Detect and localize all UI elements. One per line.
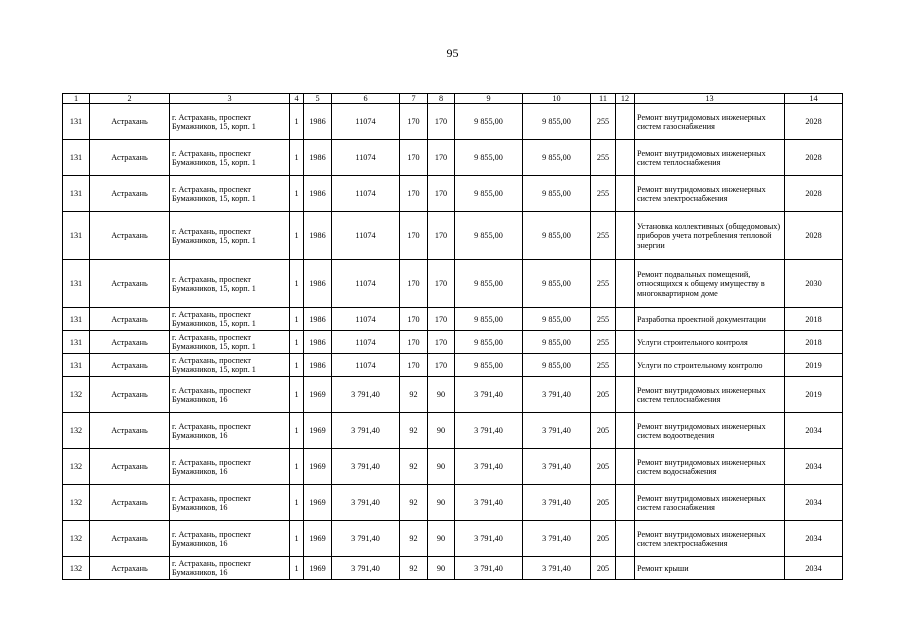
col7-cell: 170 [400, 176, 428, 212]
col12-cell [616, 176, 635, 212]
city-cell: Астрахань [90, 449, 170, 485]
address-cell: г. Астрахань, проспект Бумажников, 15, корп. 1 [170, 212, 290, 260]
col7-cell: 170 [400, 104, 428, 140]
build-year-cell: 1969 [304, 521, 332, 557]
col12-cell [616, 331, 635, 354]
col12-cell [616, 104, 635, 140]
city-cell: Астрахань [90, 260, 170, 308]
col10-cell: 9 855,00 [523, 176, 591, 212]
city-cell: Астрахань [90, 354, 170, 377]
col8-cell: 90 [428, 377, 455, 413]
column-header: 5 [304, 94, 332, 104]
col11-cell: 255 [591, 140, 616, 176]
work-type-cell: Ремонт внутридомовых инженерных систем теплоснабжения [635, 377, 785, 413]
city-cell: Астрахань [90, 331, 170, 354]
col10-cell: 3 791,40 [523, 413, 591, 449]
col8-cell: 90 [428, 521, 455, 557]
table-row [63, 140, 843, 176]
col8-cell: 90 [428, 557, 455, 580]
address-cell: г. Астрахань, проспект Бумажников, 15, корп. 1 [170, 354, 290, 377]
table-row [63, 413, 843, 449]
table-row [63, 521, 843, 557]
col11-cell: 255 [591, 260, 616, 308]
col12-cell [616, 140, 635, 176]
column-header: 3 [170, 94, 290, 104]
plan-year-cell: 2019 [785, 354, 843, 377]
row-number-cell: 132 [63, 413, 90, 449]
col11-cell: 255 [591, 212, 616, 260]
plan-year-cell: 2030 [785, 260, 843, 308]
sections-cell: 1 [290, 413, 304, 449]
work-type-cell: Ремонт внутридомовых инженерных систем газоснабжения [635, 104, 785, 140]
area-cell: 11074 [332, 260, 400, 308]
plan-year-cell: 2018 [785, 308, 843, 331]
column-header: 9 [455, 94, 523, 104]
col11-cell: 255 [591, 308, 616, 331]
col12-cell [616, 212, 635, 260]
work-type-cell: Ремонт внутридомовых инженерных систем электроснабжения [635, 176, 785, 212]
table-row [63, 308, 843, 331]
col11-cell: 255 [591, 331, 616, 354]
col9-cell: 9 855,00 [455, 354, 523, 377]
sections-cell: 1 [290, 557, 304, 580]
col11-cell: 205 [591, 557, 616, 580]
col9-cell: 3 791,40 [455, 521, 523, 557]
col7-cell: 170 [400, 354, 428, 377]
col7-cell: 170 [400, 212, 428, 260]
plan-year-cell: 2028 [785, 176, 843, 212]
row-number-cell: 132 [63, 485, 90, 521]
table-row [63, 377, 843, 413]
col8-cell: 170 [428, 212, 455, 260]
col7-cell: 170 [400, 140, 428, 176]
table-row [63, 449, 843, 485]
work-type-cell: Ремонт внутридомовых инженерных систем теплоснабжения [635, 140, 785, 176]
plan-year-cell: 2028 [785, 140, 843, 176]
page-number: 95 [446, 46, 459, 60]
col10-cell: 9 855,00 [523, 308, 591, 331]
work-type-cell: Разработка проектной документации [635, 308, 785, 331]
plan-year-cell: 2018 [785, 331, 843, 354]
city-cell: Астрахань [90, 104, 170, 140]
col9-cell: 3 791,40 [455, 557, 523, 580]
col7-cell: 92 [400, 485, 428, 521]
col10-cell: 9 855,00 [523, 354, 591, 377]
col11-cell: 205 [591, 521, 616, 557]
col9-cell: 9 855,00 [455, 104, 523, 140]
sections-cell: 1 [290, 176, 304, 212]
repair-program-table [62, 93, 843, 580]
build-year-cell: 1986 [304, 212, 332, 260]
plan-year-cell: 2028 [785, 212, 843, 260]
col8-cell: 170 [428, 331, 455, 354]
area-cell: 11074 [332, 308, 400, 331]
col12-cell [616, 260, 635, 308]
city-cell: Астрахань [90, 557, 170, 580]
column-header: 13 [635, 94, 785, 104]
table-row [63, 331, 843, 354]
col9-cell: 9 855,00 [455, 331, 523, 354]
col12-cell [616, 485, 635, 521]
column-header: 6 [332, 94, 400, 104]
sections-cell: 1 [290, 140, 304, 176]
col11-cell: 205 [591, 485, 616, 521]
plan-year-cell: 2034 [785, 413, 843, 449]
col10-cell: 3 791,40 [523, 377, 591, 413]
build-year-cell: 1969 [304, 485, 332, 521]
work-type-cell: Ремонт крыши [635, 557, 785, 580]
column-header: 4 [290, 94, 304, 104]
build-year-cell: 1986 [304, 176, 332, 212]
col12-cell [616, 308, 635, 331]
address-cell: г. Астрахань, проспект Бумажников, 16 [170, 521, 290, 557]
col7-cell: 92 [400, 557, 428, 580]
col8-cell: 170 [428, 104, 455, 140]
col10-cell: 3 791,40 [523, 521, 591, 557]
table-row [63, 212, 843, 260]
area-cell: 11074 [332, 354, 400, 377]
address-cell: г. Астрахань, проспект Бумажников, 16 [170, 557, 290, 580]
work-type-cell: Ремонт внутридомовых инженерных систем газоснабжения [635, 485, 785, 521]
col10-cell: 3 791,40 [523, 557, 591, 580]
col9-cell: 3 791,40 [455, 413, 523, 449]
row-number-cell: 131 [63, 354, 90, 377]
area-cell: 3 791,40 [332, 521, 400, 557]
plan-year-cell: 2034 [785, 485, 843, 521]
col10-cell: 9 855,00 [523, 140, 591, 176]
work-type-cell: Ремонт подвальных помещений, относящихся к общему имуществу в многоквартирном доме [635, 260, 785, 308]
address-cell: г. Астрахань, проспект Бумажников, 16 [170, 449, 290, 485]
row-number-cell: 131 [63, 260, 90, 308]
city-cell: Астрахань [90, 212, 170, 260]
area-cell: 11074 [332, 176, 400, 212]
plan-year-cell: 2028 [785, 104, 843, 140]
col9-cell: 9 855,00 [455, 308, 523, 331]
city-cell: Астрахань [90, 308, 170, 331]
column-header: 7 [400, 94, 428, 104]
area-cell: 3 791,40 [332, 449, 400, 485]
column-header: 14 [785, 94, 843, 104]
col9-cell: 3 791,40 [455, 377, 523, 413]
sections-cell: 1 [290, 377, 304, 413]
col12-cell [616, 557, 635, 580]
col7-cell: 170 [400, 260, 428, 308]
column-number-row [63, 94, 843, 104]
table-row [63, 260, 843, 308]
col9-cell: 9 855,00 [455, 176, 523, 212]
sections-cell: 1 [290, 308, 304, 331]
build-year-cell: 1969 [304, 377, 332, 413]
column-header: 10 [523, 94, 591, 104]
row-number-cell: 131 [63, 308, 90, 331]
build-year-cell: 1986 [304, 104, 332, 140]
col10-cell: 9 855,00 [523, 104, 591, 140]
build-year-cell: 1986 [304, 331, 332, 354]
row-number-cell: 132 [63, 377, 90, 413]
col8-cell: 170 [428, 308, 455, 331]
row-number-cell: 132 [63, 449, 90, 485]
column-header: 12 [616, 94, 635, 104]
col11-cell: 205 [591, 413, 616, 449]
build-year-cell: 1986 [304, 354, 332, 377]
col8-cell: 170 [428, 354, 455, 377]
col12-cell [616, 449, 635, 485]
city-cell: Астрахань [90, 140, 170, 176]
build-year-cell: 1986 [304, 260, 332, 308]
row-number-cell: 131 [63, 104, 90, 140]
col12-cell [616, 521, 635, 557]
col8-cell: 90 [428, 485, 455, 521]
col9-cell: 3 791,40 [455, 485, 523, 521]
plan-year-cell: 2034 [785, 449, 843, 485]
city-cell: Астрахань [90, 176, 170, 212]
col7-cell: 170 [400, 331, 428, 354]
column-header: 8 [428, 94, 455, 104]
column-header: 11 [591, 94, 616, 104]
sections-cell: 1 [290, 260, 304, 308]
table-row [63, 354, 843, 377]
address-cell: г. Астрахань, проспект Бумажников, 16 [170, 377, 290, 413]
row-number-cell: 131 [63, 140, 90, 176]
col7-cell: 92 [400, 377, 428, 413]
sections-cell: 1 [290, 485, 304, 521]
work-type-cell: Ремонт внутридомовых инженерных систем водоснабжения [635, 449, 785, 485]
col10-cell: 9 855,00 [523, 331, 591, 354]
col11-cell: 255 [591, 176, 616, 212]
address-cell: г. Астрахань, проспект Бумажников, 15, корп. 1 [170, 140, 290, 176]
col12-cell [616, 354, 635, 377]
col11-cell: 255 [591, 354, 616, 377]
col7-cell: 92 [400, 413, 428, 449]
column-header: 2 [90, 94, 170, 104]
col11-cell: 205 [591, 449, 616, 485]
area-cell: 11074 [332, 104, 400, 140]
col11-cell: 255 [591, 104, 616, 140]
column-header: 1 [63, 94, 90, 104]
table-row [63, 104, 843, 140]
col9-cell: 9 855,00 [455, 140, 523, 176]
work-type-cell: Услуги по строительному контролю [635, 354, 785, 377]
address-cell: г. Астрахань, проспект Бумажников, 16 [170, 485, 290, 521]
work-type-cell: Ремонт внутридомовых инженерных систем водоотведения [635, 413, 785, 449]
work-type-cell: Ремонт внутридомовых инженерных систем электроснабжения [635, 521, 785, 557]
area-cell: 3 791,40 [332, 485, 400, 521]
area-cell: 3 791,40 [332, 557, 400, 580]
col8-cell: 170 [428, 260, 455, 308]
area-cell: 3 791,40 [332, 413, 400, 449]
col10-cell: 9 855,00 [523, 212, 591, 260]
sections-cell: 1 [290, 521, 304, 557]
city-cell: Астрахань [90, 521, 170, 557]
col7-cell: 92 [400, 521, 428, 557]
col9-cell: 3 791,40 [455, 449, 523, 485]
area-cell: 11074 [332, 140, 400, 176]
col10-cell: 3 791,40 [523, 449, 591, 485]
sections-cell: 1 [290, 331, 304, 354]
city-cell: Астрахань [90, 377, 170, 413]
plan-year-cell: 2019 [785, 377, 843, 413]
plan-year-cell: 2034 [785, 521, 843, 557]
col11-cell: 205 [591, 377, 616, 413]
sections-cell: 1 [290, 449, 304, 485]
address-cell: г. Астрахань, проспект Бумажников, 15, корп. 1 [170, 308, 290, 331]
table-row [63, 176, 843, 212]
col12-cell [616, 377, 635, 413]
sections-cell: 1 [290, 354, 304, 377]
col9-cell: 9 855,00 [455, 212, 523, 260]
build-year-cell: 1986 [304, 140, 332, 176]
row-number-cell: 132 [63, 521, 90, 557]
col7-cell: 170 [400, 308, 428, 331]
row-number-cell: 132 [63, 557, 90, 580]
build-year-cell: 1969 [304, 449, 332, 485]
col10-cell: 9 855,00 [523, 260, 591, 308]
table-row [63, 557, 843, 580]
row-number-cell: 131 [63, 331, 90, 354]
area-cell: 3 791,40 [332, 377, 400, 413]
col8-cell: 90 [428, 449, 455, 485]
plan-year-cell: 2034 [785, 557, 843, 580]
city-cell: Астрахань [90, 413, 170, 449]
row-number-cell: 131 [63, 212, 90, 260]
address-cell: г. Астрахань, проспект Бумажников, 15, корп. 1 [170, 104, 290, 140]
build-year-cell: 1969 [304, 557, 332, 580]
col9-cell: 9 855,00 [455, 260, 523, 308]
row-number-cell: 131 [63, 176, 90, 212]
table-body [63, 104, 843, 580]
col8-cell: 170 [428, 176, 455, 212]
address-cell: г. Астрахань, проспект Бумажников, 15, корп. 1 [170, 331, 290, 354]
work-type-cell: Услуги строительного контроля [635, 331, 785, 354]
build-year-cell: 1969 [304, 413, 332, 449]
col8-cell: 170 [428, 140, 455, 176]
work-type-cell: Установка коллективных (общедомовых) приборов учета потребления тепловой энергии [635, 212, 785, 260]
sections-cell: 1 [290, 104, 304, 140]
col10-cell: 3 791,40 [523, 485, 591, 521]
area-cell: 11074 [332, 331, 400, 354]
address-cell: г. Астрахань, проспект Бумажников, 15, корп. 1 [170, 176, 290, 212]
sections-cell: 1 [290, 212, 304, 260]
address-cell: г. Астрахань, проспект Бумажников, 16 [170, 413, 290, 449]
table-row [63, 485, 843, 521]
address-cell: г. Астрахань, проспект Бумажников, 15, корп. 1 [170, 260, 290, 308]
col12-cell [616, 413, 635, 449]
city-cell: Астрахань [90, 485, 170, 521]
build-year-cell: 1986 [304, 308, 332, 331]
col7-cell: 92 [400, 449, 428, 485]
col8-cell: 90 [428, 413, 455, 449]
area-cell: 11074 [332, 212, 400, 260]
